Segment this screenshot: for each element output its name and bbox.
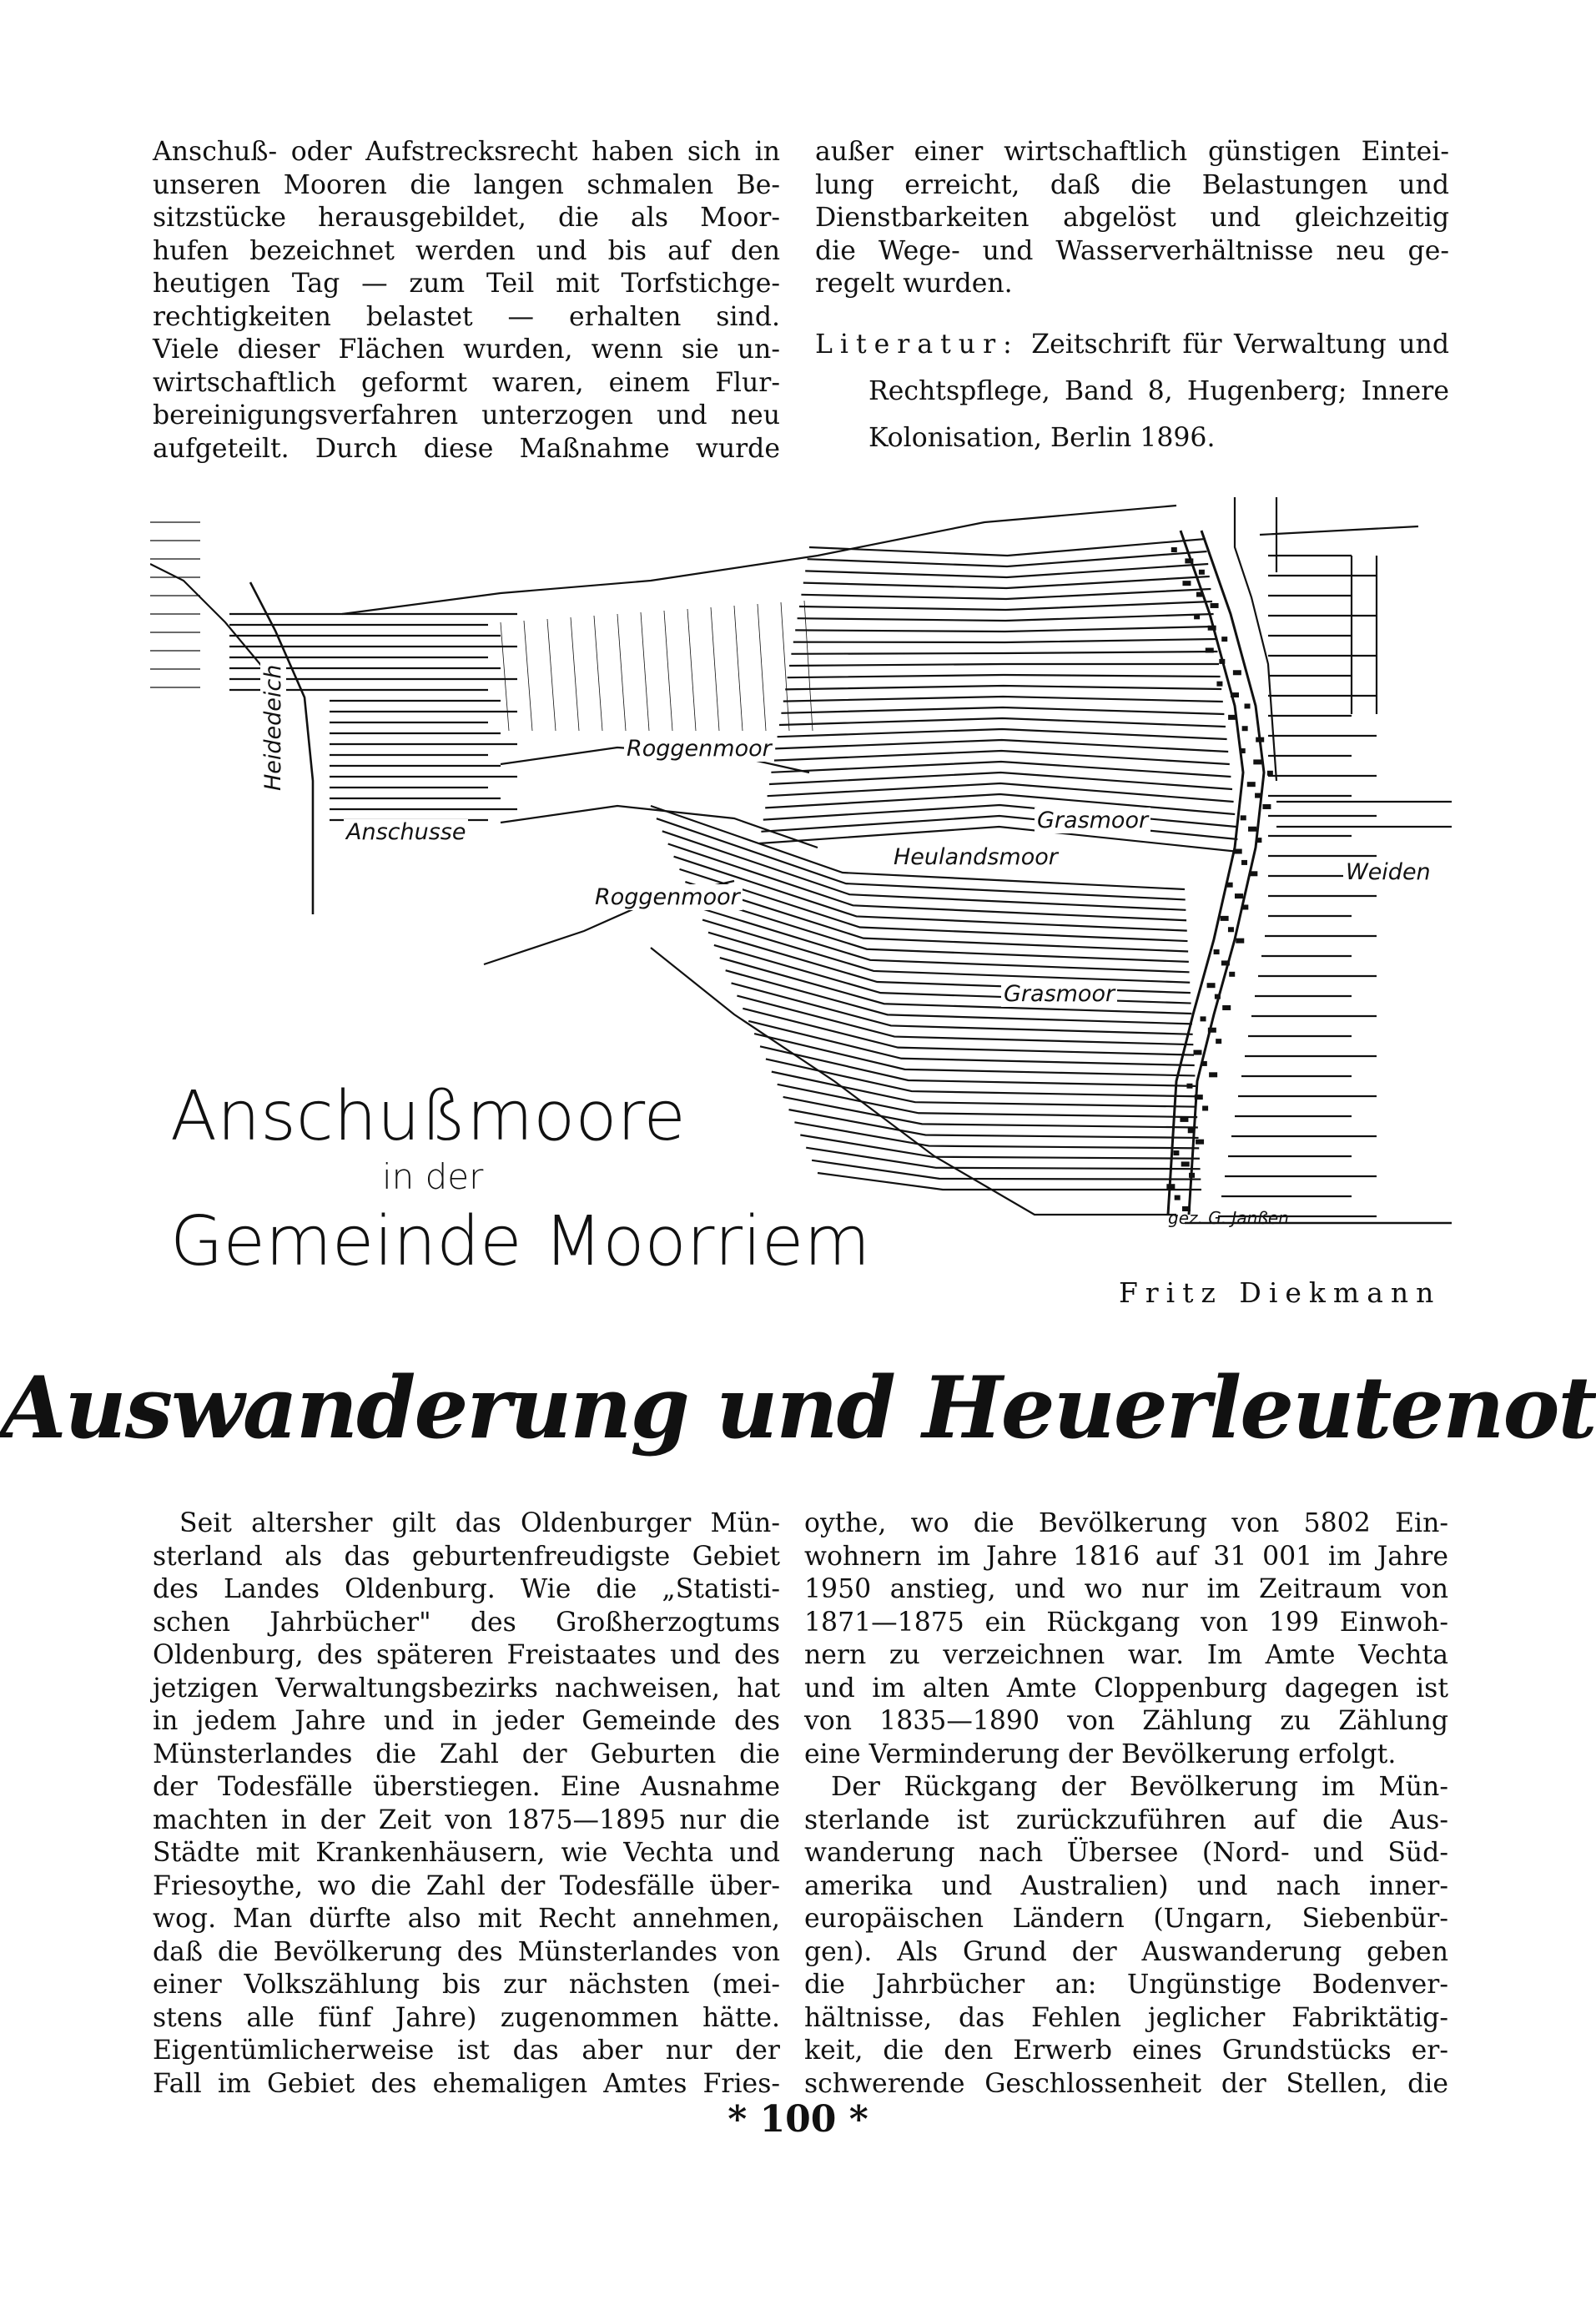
map-strip-line xyxy=(799,601,1212,610)
text-line: sterland als das geburtenfreudigste Gebiet xyxy=(153,1541,780,1572)
map-strip-line xyxy=(501,622,509,731)
farmhouse-mark xyxy=(1166,1184,1175,1189)
farmhouse-mark xyxy=(1241,860,1247,865)
farmhouse-mark xyxy=(1221,916,1229,921)
farmhouse-mark xyxy=(1214,949,1220,954)
map-title: Anschußmoore xyxy=(170,1077,686,1156)
literature-line-2: Rechtspflege, Band 8, Hugenberg; Innere xyxy=(868,375,1449,406)
map-strip-line xyxy=(754,1034,1195,1075)
farmhouse-mark xyxy=(1182,581,1191,586)
map-strip-line xyxy=(501,806,818,848)
farmhouse-mark xyxy=(1229,972,1235,977)
map-strip-line xyxy=(769,773,1232,789)
map-strip-line xyxy=(793,639,1216,642)
map-strip-line xyxy=(803,576,1210,588)
text-line: regelt wurden. xyxy=(815,269,1013,299)
label-anschusse: Anschusse xyxy=(344,819,468,845)
map-strip-line xyxy=(781,707,1224,714)
map-strip-line xyxy=(687,609,696,731)
map-strip-line xyxy=(711,607,719,731)
map-signature: gez. G. Janßen xyxy=(1168,1208,1289,1228)
farmhouse-mark xyxy=(1233,670,1241,675)
farmhouse-mark xyxy=(1211,603,1219,608)
farmhouse-mark xyxy=(1262,804,1271,809)
map-strip-line xyxy=(760,1046,1196,1086)
author-name: Fritz Diekmann xyxy=(1119,1276,1442,1309)
farmhouse-mark xyxy=(1236,939,1244,944)
farmhouse-mark xyxy=(1194,614,1200,619)
text-line: keit, die den Erwerb eines Grundstücks er- xyxy=(804,2036,1448,2066)
text-line: die Wege- und Wasserverhältnisse neu ge- xyxy=(815,235,1449,266)
text-line: Seit altersher gilt das Oldenburger Mün- xyxy=(179,1508,780,1538)
text-line: machten in der Zeit von 1875—1895 nur die xyxy=(153,1804,780,1835)
text-line: jetzigen Verwaltungsbezirks nachweisen, hat xyxy=(153,1673,780,1704)
farmhouse-mark xyxy=(1201,1016,1206,1021)
map-strip-line xyxy=(758,604,766,731)
map-strip-line xyxy=(788,675,1221,677)
text-line: in jedem Jahre und in jeder Gemeinde des xyxy=(153,1706,780,1736)
farmhouse-mark xyxy=(1196,592,1202,597)
map-strip-line xyxy=(783,697,1223,702)
map-strip-line xyxy=(641,612,649,731)
text-line: Städte mit Krankenhäusern, wie Vechta und xyxy=(153,1838,780,1868)
map-strip-line xyxy=(664,611,672,731)
farmhouse-mark xyxy=(1206,648,1214,653)
text-line: stens alle fünf Jahre) zugenommen hätte. xyxy=(153,2002,780,2033)
text-line: von 1835—1890 von Zählung zu Zählung xyxy=(804,1706,1448,1736)
label-heulandsmoor: Heulandsmoor xyxy=(891,844,1060,870)
text-line: europäischen Ländern (Ungarn, Siebenbür- xyxy=(804,1904,1448,1934)
map-strip-line xyxy=(617,614,626,731)
text-line: Der Rückgang der Bevölkerung im Mün- xyxy=(831,1772,1448,1802)
farmhouse-mark xyxy=(1253,759,1261,764)
label-heidedeich: Heidedeich xyxy=(260,662,286,793)
map-strip-line xyxy=(783,1097,1198,1128)
map-strip-line xyxy=(571,617,579,731)
text-line: heutigen Tag — zum Teil mit Torfstichge- xyxy=(153,269,780,299)
map-strip-line xyxy=(342,506,1176,614)
farmhouse-mark xyxy=(1242,726,1248,731)
map-strip-line xyxy=(801,589,1211,599)
text-line: Münsterlandes die Zahl der Geburten die xyxy=(153,1739,780,1769)
map-strip-line xyxy=(778,1085,1197,1117)
farmhouse-mark xyxy=(1181,1161,1190,1166)
map-strip-line xyxy=(808,551,1207,566)
farmhouse-mark xyxy=(1235,893,1243,898)
label-grasmoor-top: Grasmoor xyxy=(1035,808,1150,833)
map-strip-line xyxy=(795,627,1215,632)
text-line: sterlande ist zurückzuführen auf die Aus- xyxy=(804,1804,1448,1835)
farmhouse-mark xyxy=(1255,793,1261,798)
map-strip-line xyxy=(547,619,556,731)
text-line: Oldenburg, des späteren Freistaates und des xyxy=(153,1640,780,1670)
text-line: die Jahrbücher an: Ungünstige Bodenver- xyxy=(804,1970,1448,2000)
farmhouse-mark xyxy=(1175,1195,1181,1200)
map-strip-line xyxy=(789,664,1219,666)
map-strip-line xyxy=(734,606,743,731)
farmhouse-mark xyxy=(1208,626,1216,631)
label-weiden: Weiden xyxy=(1343,859,1433,885)
farmhouse-mark xyxy=(1207,983,1216,988)
farmhouse-mark xyxy=(1196,1140,1204,1145)
page-number: * 100 * xyxy=(728,2098,868,2141)
text-line: einer Volkszählung bis zur nächsten (mei- xyxy=(153,1970,780,2000)
map-strip-line xyxy=(775,740,1228,752)
label-grasmoor-bottom: Grasmoor xyxy=(1001,981,1117,1007)
article-headline: Auswanderung und Heuerleutenot xyxy=(0,1358,1596,1458)
farmhouse-mark xyxy=(1228,715,1236,720)
farmhouse-mark xyxy=(1216,1039,1221,1044)
farmhouse-mark xyxy=(1245,703,1251,708)
farmhouse-mark xyxy=(1231,692,1239,697)
map-strip-line xyxy=(524,621,532,731)
map-illustration xyxy=(150,497,1452,1281)
farmhouse-mark xyxy=(1216,682,1222,687)
text-line: nern zu verzeichnen war. Im Amte Vechta xyxy=(804,1640,1448,1670)
farmhouse-mark xyxy=(1186,1084,1192,1089)
literature-label: Literatur: xyxy=(815,329,1020,360)
text-line: eine Verminderung der Bevölkerung erfolgt. xyxy=(804,1739,1397,1769)
farmhouse-mark xyxy=(1256,838,1261,843)
map-strip-line xyxy=(778,729,1227,739)
farmhouse-mark xyxy=(1221,637,1227,642)
farmhouse-mark xyxy=(1247,782,1256,787)
bottom-left-column xyxy=(153,1507,780,2101)
farmhouse-mark xyxy=(1171,547,1177,552)
farmhouse-mark xyxy=(1242,904,1248,909)
map-strip-line xyxy=(812,1160,1201,1180)
farmhouse-mark xyxy=(1201,1061,1207,1066)
text-line: unseren Mooren die langen schmalen Be- xyxy=(153,169,780,200)
left-anschuss-strips xyxy=(150,522,517,820)
text-line: sitzstücke herausgebildet, die als Moor- xyxy=(153,203,780,233)
map-strip-line xyxy=(768,783,1234,802)
text-line: außer einer wirtschaftlich günstigen Eintei- xyxy=(815,137,1449,167)
farmhouse-mark xyxy=(1193,1050,1201,1055)
text-line: bereinigungsverfahren unterzogen und neu xyxy=(153,400,780,430)
heidedeich-dike xyxy=(150,564,313,914)
map-strip-line xyxy=(679,869,1187,941)
map-strip-line xyxy=(772,1072,1197,1107)
map-strip-line xyxy=(798,614,1214,621)
map-strip-line xyxy=(785,686,1221,689)
text-line: Dienstbarkeiten abgelöst und gleichzeitig xyxy=(815,203,1449,233)
map-title-subline: in der xyxy=(382,1156,484,1197)
text-line: Viele dieser Flächen wurden, wenn sie un- xyxy=(153,335,780,365)
farmhouse-mark xyxy=(1199,570,1205,575)
text-line: und im alten Amte Cloppenburg dagegen ist xyxy=(804,1673,1448,1704)
text-line: hufen bezeichnet werden und bis auf den xyxy=(153,235,780,266)
text-line: Eigentümlicherweise ist das aber nur der xyxy=(153,2036,780,2066)
label-roggenmoor-top: Roggenmoor xyxy=(624,736,774,762)
text-line: lung erreicht, daß die Belastungen und xyxy=(815,169,1449,200)
map-strip-line xyxy=(781,602,789,731)
top-right-column xyxy=(815,136,1449,461)
farmhouse-mark xyxy=(1222,1005,1231,1010)
map-title-place: Gemeinde Moorriem xyxy=(170,1202,871,1281)
text-line: Anschuß- oder Aufstrecksrecht haben sich in xyxy=(153,137,780,167)
literature-block xyxy=(815,321,1449,461)
text-line: rechtigkeiten belastet — erhalten sind. xyxy=(153,301,780,332)
text-line: der Todesfälle überstiegen. Eine Ausnahme xyxy=(153,1772,780,1802)
text-line: schwerende Geschlossenheit der Stellen, die xyxy=(804,2068,1448,2099)
text-line: des Landes Oldenburg. Wie die „Statisti- xyxy=(153,1574,780,1604)
upper-moor-strips xyxy=(759,539,1239,852)
label-roggenmoor-bottom: Roggenmoor xyxy=(592,884,743,910)
farmhouse-mark xyxy=(1215,994,1221,999)
farmhouse-mark xyxy=(1173,1150,1179,1155)
map-strip-line xyxy=(779,718,1226,727)
text-line: wirtschaftlich geformt waren, einem Flur- xyxy=(153,367,780,398)
text-line: 1950 anstieg, und wo nur im Zeitraum von xyxy=(804,1574,1448,1604)
literature-line-1 xyxy=(815,321,1449,368)
farmhouse-mark xyxy=(1256,737,1264,742)
text-line: hältnisse, das Fehlen jeglicher Fabriktätig- xyxy=(804,2002,1448,2033)
farmhouse-mark xyxy=(1209,1072,1217,1077)
text-line: wanderung nach Übersee (Nord- und Süd- xyxy=(804,1838,1448,1868)
farmhouse-mark xyxy=(1195,1095,1203,1100)
literature-line-3: Kolonisation, Berlin 1896. xyxy=(868,422,1216,453)
farmhouse-mark xyxy=(1234,849,1242,854)
text-line: wog. Man dürfte also mit Recht annehmen, xyxy=(153,1904,780,1934)
map-strip-line xyxy=(771,762,1231,777)
farmhouse-mark xyxy=(1227,883,1233,888)
map-strip-line xyxy=(818,1173,1201,1190)
farmhouse-mark xyxy=(1185,558,1193,563)
text-line: gen). Als Grund der Auswanderung geben xyxy=(804,1936,1448,1967)
text-line: daß die Bevölkerung des Münsterlandes von xyxy=(153,1936,780,1967)
top-left-column xyxy=(153,136,780,466)
farmhouse-mark xyxy=(1208,1028,1216,1033)
text-line: amerika und Australien) und nach inner- xyxy=(804,1870,1448,1901)
map-strip-line xyxy=(594,616,602,731)
map-strip-line xyxy=(809,539,1206,556)
farmhouse-mark xyxy=(1241,815,1246,820)
map-strip-line xyxy=(791,652,1217,654)
farmhouse-mark xyxy=(1228,927,1234,932)
farmhouse-mark xyxy=(1240,748,1246,753)
text-line: oythe, wo die Bevölkerung von 5802 Ein- xyxy=(804,1508,1448,1538)
farmhouse-mark xyxy=(1202,1105,1208,1110)
farmhouse-mark xyxy=(1180,1117,1188,1122)
literature-text-1: Zeitschrift für Verwaltung und xyxy=(1031,329,1449,360)
farmhouse-mark xyxy=(1221,960,1230,965)
farmhouse-mark xyxy=(1188,1128,1194,1133)
text-line: wohnern im Jahre 1816 auf 31 001 im Jahre xyxy=(804,1541,1448,1572)
farmhouse-mark xyxy=(1189,1173,1195,1178)
farmhouse-mark xyxy=(1219,659,1225,664)
farmhouse-mark xyxy=(1267,771,1273,776)
bottom-right-column xyxy=(804,1507,1448,2101)
text-line: aufgeteilt. Durch diese Maßnahme wurde xyxy=(153,433,780,464)
text-line: schen Jahrbücher" des Großherzogtums xyxy=(153,1607,780,1638)
farmhouse-mark xyxy=(1249,871,1257,876)
text-line: Friesoythe, wo die Zahl der Todesfälle über- xyxy=(153,1870,780,1901)
text-line: 1871—1875 ein Rückgang von 199 Einwoh- xyxy=(804,1607,1448,1638)
farmhouse-mark xyxy=(1248,827,1256,832)
text-line: Fall im Gebiet des ehemaligen Amtes Fries- xyxy=(153,2068,780,2099)
